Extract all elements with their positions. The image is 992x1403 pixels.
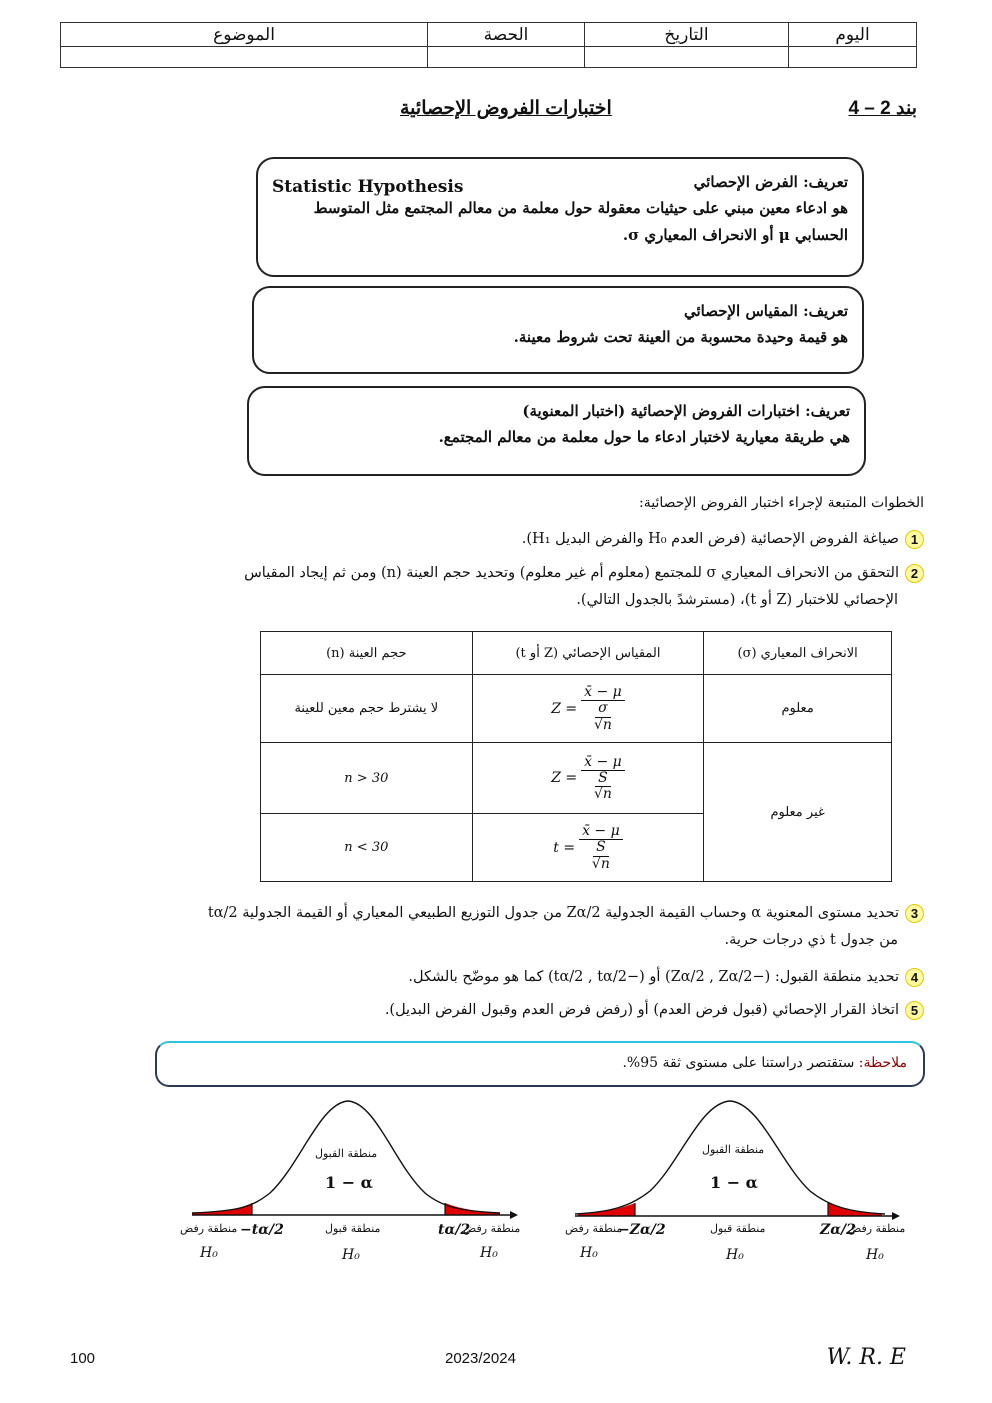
formula-numerator: x̄ − μ (581, 754, 625, 771)
sample-size-small: n < 30 (261, 814, 473, 882)
formula-den-bottom: √n (591, 855, 610, 872)
definition-box-tests (247, 386, 866, 476)
step-text: اتخاذ القرار الإحصائي (قبول فرض العدم) أو (رفض فرض العدم وقبول الفرض البديل). (384, 1002, 899, 1018)
sigma-known: معلوم (704, 675, 892, 743)
step-5 (164, 997, 924, 1024)
formula-lhs: Z = (551, 770, 578, 786)
definition-english-term: Statistic Hypothesis (272, 177, 464, 197)
z-formula-known-sigma (551, 684, 625, 733)
step-text-continued: الإحصائي للاختبار (Z أو t)، (مسترشدً بالجدول التالي). (576, 591, 898, 608)
rejection-region-left-label: منطقة رفض (180, 1222, 238, 1235)
col-header-sigma: الانحراف المعياري (σ) (704, 632, 892, 675)
acceptance-region-bottom-label: منطقة قبول (710, 1222, 766, 1235)
t-distribution-diagram (180, 1095, 530, 1275)
formula-den-top: σ (595, 701, 611, 717)
definition-box-hypothesis (256, 157, 864, 277)
definition-box-statistic (252, 286, 864, 374)
step-text: التحقق من الانحراف المعياري σ للمجتمع (معلوم أم غير معلوم) وتحديد حجم العينة (n) ومن ثم إيجاد المقياس (244, 565, 899, 581)
formula-den-bottom: √n (593, 786, 612, 803)
section-number: بند 2 – 4 (848, 98, 917, 119)
t-formula (553, 823, 622, 872)
header-date: التاريخ (585, 23, 789, 47)
critical-value-left: −Zα/2 (618, 1222, 666, 1238)
critical-value-left: −tα/2 (240, 1222, 284, 1238)
steps-heading: الخطوات المتبعة لإجراء اختبار الفروض الإحصائية: (639, 495, 924, 511)
confidence-label: 1 − α (325, 1173, 373, 1192)
formula-den-top: S (595, 771, 611, 787)
col-header-statistic: المقياس الإحصائي (Z أو t) (472, 632, 704, 675)
formula-cell (472, 675, 704, 743)
definition-title: تعريف: الفرض الإحصائي (693, 173, 848, 191)
rejection-region-right-label: منطقة رفض (463, 1222, 521, 1235)
h0-label: H₀ (480, 1245, 498, 1261)
formula-lhs: Z = (551, 700, 578, 717)
formula-cell (472, 743, 704, 814)
formula-lhs: t = (553, 839, 576, 856)
step-number-badge: 1 (905, 530, 924, 549)
table-row (261, 675, 892, 743)
h0-label: H₀ (200, 1245, 218, 1261)
critical-value-right: Zα/2 (820, 1222, 856, 1238)
rejection-region-left-label: منطقة رفض (565, 1222, 623, 1235)
period-value (428, 47, 585, 68)
definition-body: هو قيمة وحيدة محسوبة من العينة تحت شروط معينة. (513, 328, 848, 347)
date-value (585, 47, 789, 68)
header-day: اليوم (789, 23, 917, 47)
step-1 (164, 526, 924, 553)
step-3 (164, 900, 924, 954)
header-info-table (60, 22, 917, 68)
note-text: ستقتصر دراستنا على مستوى ثقة 95%. (622, 1055, 859, 1071)
formula-den-top: S (593, 840, 609, 856)
note-label: ملاحظة: (858, 1055, 907, 1071)
z-formula-unknown-sigma (551, 754, 625, 803)
step-number-badge: 3 (905, 904, 924, 923)
step-number-badge: 5 (905, 1001, 924, 1020)
step-text-continued: من جدول t ذي درجات حرية. (724, 931, 898, 948)
acceptance-region-bottom-label: منطقة قبول (325, 1222, 381, 1235)
h0-label: H₀ (726, 1247, 744, 1263)
definition-title: تعريف: المقياس الإحصائي (683, 302, 848, 320)
sample-size-any: لا يشترط حجم معين للعينة (261, 675, 473, 743)
author-initials: W. R. E (826, 1345, 906, 1370)
confidence-label: 1 − α (710, 1173, 758, 1192)
subject-value (61, 47, 428, 68)
h0-label: H₀ (866, 1247, 884, 1263)
formula-den-bottom: √n (593, 716, 612, 733)
rejection-region-right-label: منطقة رفض (848, 1222, 906, 1235)
step-number-badge: 4 (905, 968, 924, 987)
h0-label: H₀ (342, 1247, 360, 1263)
sample-size-large: n > 30 (261, 743, 473, 814)
definition-title: تعريف: اختبارات الفروض الإحصائية (اختبار المعنوية) (522, 402, 850, 420)
definition-body: هي طريقة معيارية لاختبار ادعاء ما حول معلمة من معالم المجتمع. (438, 428, 850, 447)
critical-value-right: tα/2 (438, 1222, 471, 1238)
step-number-badge: 2 (905, 564, 924, 583)
step-2 (164, 560, 924, 614)
day-value (789, 47, 917, 68)
formula-numerator: x̄ − μ (581, 684, 625, 701)
sigma-unknown: غير معلوم (704, 743, 892, 882)
formula-numerator: x̄ − μ (579, 823, 623, 840)
header-subject: الموضوع (61, 23, 428, 47)
h0-label: H₀ (580, 1245, 598, 1261)
z-distribution-diagram (530, 1095, 910, 1275)
step-text: صياغة الفروض الإحصائية (فرض العدم H₀ والفرض البديل H₁). (521, 531, 899, 547)
academic-year: 2023/2024 (445, 1350, 516, 1367)
header-period: الحصة (428, 23, 585, 47)
page-number: 100 (70, 1350, 96, 1367)
acceptance-region-label: منطقة القبول (315, 1147, 378, 1160)
step-4 (164, 964, 924, 991)
table-row (261, 743, 892, 814)
definition-body: هو ادعاء معين مبني على حيثيات معقولة حول معلمة من معالم المجتمع مثل المتوسط الحسابي μ أو الانحراف المعياري σ. (313, 199, 848, 244)
formula-cell (472, 814, 704, 882)
section-title: اختبارات الفروض الإحصائية (400, 98, 612, 119)
note-box (155, 1041, 925, 1087)
step-text: تحديد مستوى المعنوية α وحساب القيمة الجدولية Zα/2 من جدول التوزيع الطبيعي المعياري أو القيمة الجدولية tα/2 (207, 905, 899, 921)
col-header-sample-size: حجم العينة (n) (261, 632, 473, 675)
statistic-selection-table (260, 631, 892, 882)
acceptance-region-label: منطقة القبول (702, 1143, 765, 1156)
step-text: تحديد منطقة القبول: (−Zα/2 , Zα/2) أو (−tα/2 , tα/2) كما هو موضّح بالشكل. (408, 969, 899, 985)
